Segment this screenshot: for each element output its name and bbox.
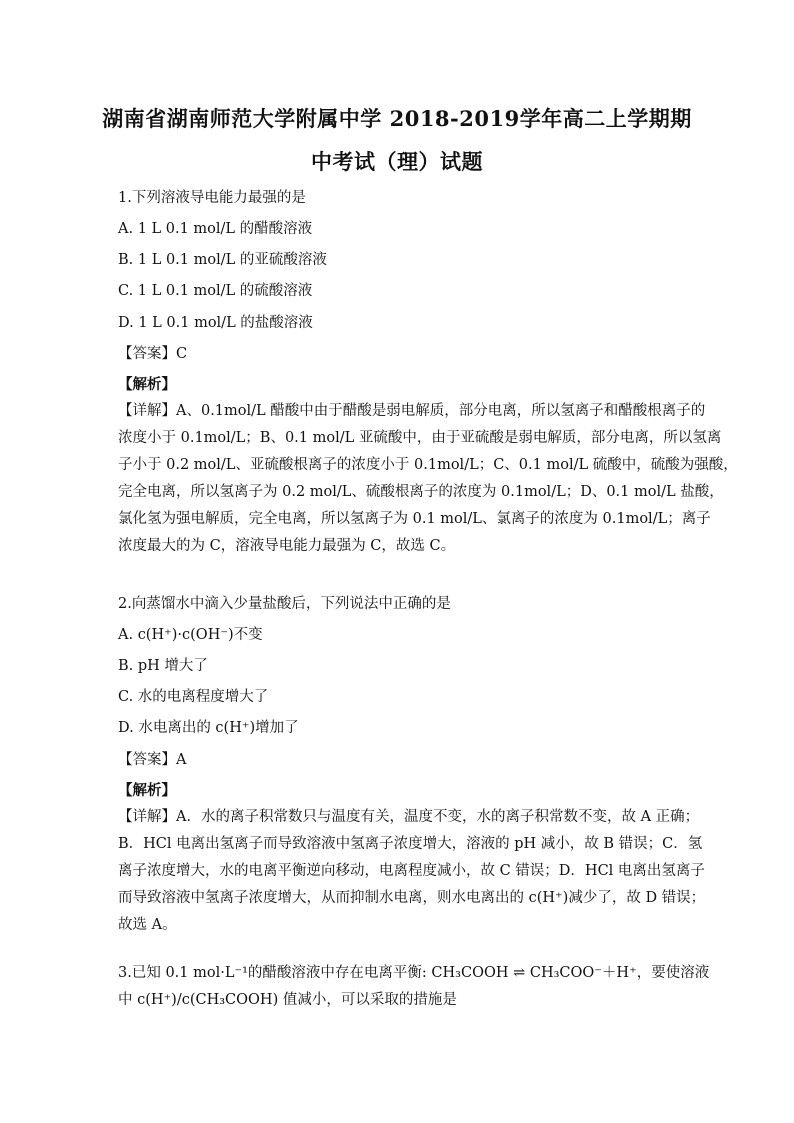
q2-analysis-label: 【解析】 <box>118 782 176 799</box>
q1-stem: 1.下列溶液导电能力最强的是 <box>118 190 306 206</box>
q1-detail-line: 子小于 0.2 mol/L、亚硫酸根离子的浓度小于 0.1mol/L；C、0.1 mol/L 硫酸中，硫酸为强酸， <box>118 457 738 473</box>
q1-option-a: A. 1 L 0.1 mol/L 的醋酸溶液 <box>118 221 313 237</box>
q1-analysis-label: 【解析】 <box>118 376 176 393</box>
q1-option-b: B. 1 L 0.1 mol/L 的亚硫酸溶液 <box>118 252 327 268</box>
q1-detail-line: 浓度小于 0.1mol/L；B、0.1 mol/L 亚硫酸中，由于亚硫酸是弱电解质，部分电离，所以氢离 <box>118 430 722 446</box>
q3-stem <box>118 960 710 1014</box>
q3-stem-line: 3.已知 0.1 mol·L⁻¹的醋酸溶液中存在电离平衡: CH₃COOH ⇌ CH₃COO⁻＋H⁺，要使溶液 <box>118 965 710 981</box>
q2-option-a: A. c(H⁺)·c(OH⁻)不变 <box>118 627 263 643</box>
q2-detail-line: 故选 A。 <box>118 917 177 933</box>
q2-detail-line: B．HCl 电离出氢离子而导致溶液中氢离子浓度增大，溶液的 pH 减小，故 B 错误；C．氢 <box>118 836 703 852</box>
document-title-line-1: 湖南省湖南师范大学附属中学 2018-2019学年高二上学期期 <box>102 106 692 131</box>
q1-detail-line: 完全电离，所以氢离子为 0.2 mol/L、硫酸根离子的浓度为 0.1mol/L；D、0.1 mol/L 盐酸， <box>118 484 724 500</box>
q1-option-c: C. 1 L 0.1 mol/L 的硫酸溶液 <box>118 283 313 299</box>
q2-detail-line: 【详解】A．水的离子积常数只与温度有关，温度不变，水的离子积常数不变，故 A 正确； <box>118 809 700 825</box>
q1-answer: 【答案】C <box>118 346 188 362</box>
q1-detail-line: 浓度最大的为 C，溶液导电能力最强为 C，故选 C。 <box>118 538 456 554</box>
q2-detail-line: 离子浓度增大，水的电离平衡逆向移动，电离程度减小，故 C 错误；D．HCl 电离出氢离子 <box>118 863 705 879</box>
q2-option-c: C. 水的电离程度增大了 <box>118 689 269 705</box>
q2-option-b: B. pH 增大了 <box>118 658 208 674</box>
q2-detail <box>118 804 706 939</box>
q1-detail-line: 氯化氢为强电解质，完全电离，所以氢离子为 0.1 mol/L、氯离子的浓度为 0.1mol/L；离子 <box>118 511 711 527</box>
q1-detail-line: 【详解】A、0.1mol/L 醋酸中由于醋酸是弱电解质，部分电离，所以氢离子和醋酸根离子的 <box>118 403 706 419</box>
q2-stem: 2.向蒸馏水中滴入少量盐酸后，下列说法中正确的是 <box>118 596 451 612</box>
q2-detail-line: 而导致溶液中氢离子浓度增大，从而抑制水电离，则水电离出的 c(H⁺)减少了，故 D 错误； <box>118 890 706 906</box>
q2-answer: 【答案】A <box>118 752 187 768</box>
q3-stem-line: 中 c(H⁺)/c(CH₃COOH) 值减小，可以采取的措施是 <box>118 992 457 1008</box>
q1-detail <box>118 398 738 560</box>
document-title-line-2: 中考试（理）试题 <box>311 149 483 174</box>
q1-option-d: D. 1 L 0.1 mol/L 的盐酸溶液 <box>118 315 313 331</box>
q2-option-d: D. 水电离出的 c(H⁺)增加了 <box>118 720 299 736</box>
